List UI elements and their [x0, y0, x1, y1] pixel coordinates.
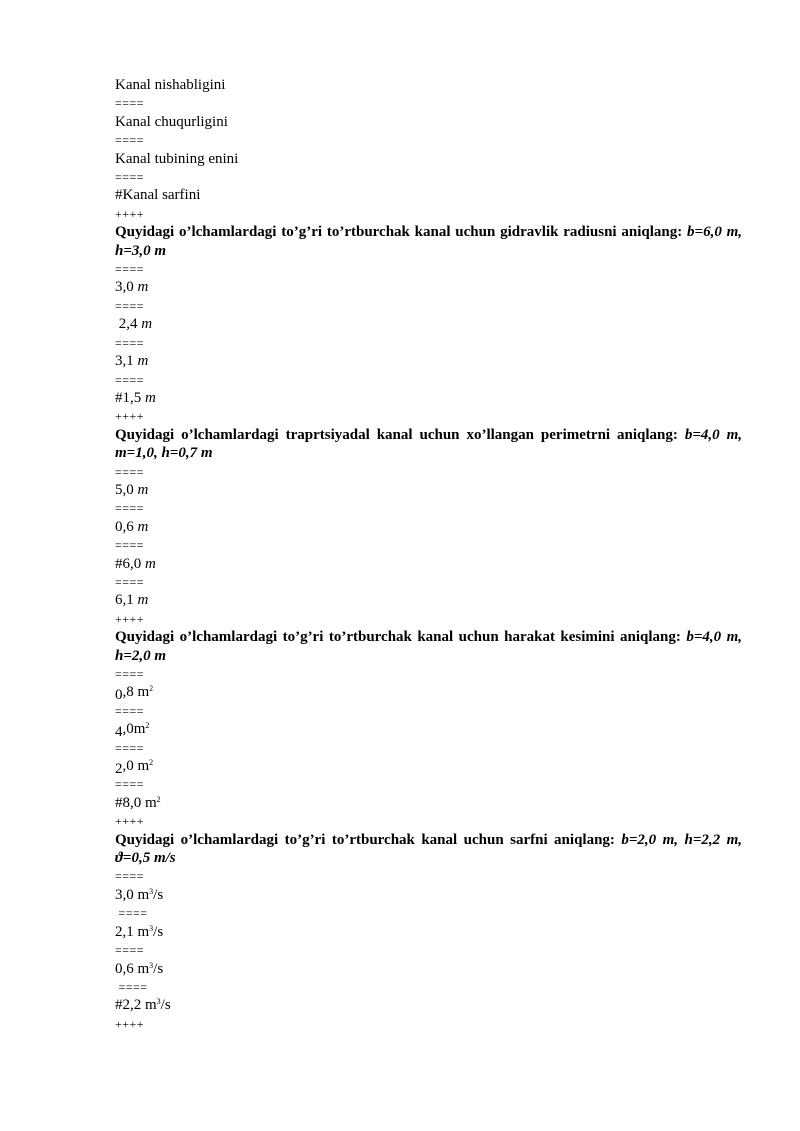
answer-separator: ==== [115, 96, 145, 111]
question-text: Quyidagi o’lchamlardagi to’g’ri to’rtburchak kanal uchun gidravlik radiusni aniqlang: [115, 224, 683, 241]
answer-option: 3,0 m [115, 279, 149, 296]
answer-separator: ==== [115, 538, 145, 553]
question-params: b=4,0 m, h=2,0 m [115, 629, 742, 664]
question-params: b=2,0 m, h=2,2 m, ϑ=0,5 m/s [115, 831, 742, 867]
answer-option: 2,4 m [118, 316, 153, 333]
answer-option-correct: #2,2 $m^3/s$ [115, 997, 171, 1014]
answer-separator: ==== [115, 667, 145, 681]
question-separator: ++++ [115, 814, 145, 829]
answer-option-correct: #6,0 m [115, 555, 156, 572]
question-4 [115, 831, 742, 868]
answer-separator: ==== [115, 943, 145, 958]
answer-separator: ==== [115, 298, 145, 313]
answer-option-correct: #Kanal sarfini [115, 187, 201, 204]
answer-option: Kanal nishabligini [115, 77, 226, 93]
question-3 [115, 628, 742, 665]
answer-option: 0,6 m [115, 518, 149, 535]
answer-separator: ==== [115, 170, 145, 185]
answer-option: 3,0 $m^3/s$ [115, 886, 164, 903]
answer-separator: ==== [115, 372, 145, 387]
question-separator: ++++ [115, 1016, 145, 1031]
answer-option-correct: #8,0 $m^2$ [115, 794, 161, 811]
question-text: Quyidagi o’lchamlardagi to’g’ri to’rtburchak kanal uchun sarfni aniqlang: [115, 831, 615, 848]
answer-option: Kanal tubining enini [115, 150, 239, 167]
question-separator: ++++ [115, 206, 145, 221]
answer-separator: ==== [115, 133, 145, 148]
answer-option: 6,1 m [115, 592, 149, 609]
answer-option: 2,0 $m^2$ [115, 758, 154, 778]
answer-separator: ==== [118, 906, 148, 921]
answer-separator: ==== [115, 262, 145, 277]
answer-separator: ==== [115, 335, 145, 350]
answer-separator: ==== [115, 501, 145, 516]
answer-separator: ==== [118, 979, 148, 994]
question-text: Quyidagi o’lchamlardagi to’g’ri to’rtburchak kanal uchun harakat kesimini aniqlang: [115, 629, 681, 646]
question-params: b=4,0 m, m=1,0, h=0,7 m [115, 426, 743, 462]
answer-separator: ==== [115, 869, 145, 884]
answer-option: 2,1 $m^3/s$ [115, 923, 164, 940]
answer-option: 5,0 m [115, 481, 149, 498]
question-text: Quyidagi o’lchamlardagi traprtsiyadal kanal uchun xo’llangan perimetrni aniqlang: [115, 426, 678, 443]
answer-separator: ==== [115, 464, 145, 479]
answer-option: 3,1 m [115, 353, 149, 370]
answer-option-correct: #1,5 m [115, 389, 156, 406]
question-1 [115, 223, 742, 260]
document-page [115, 76, 742, 1033]
question-2 [115, 426, 742, 463]
answer-option: 0,8 $m^2$ [115, 684, 154, 704]
question-separator: ++++ [115, 409, 145, 424]
answer-separator: ==== [115, 777, 145, 792]
answer-separator: ==== [115, 574, 145, 589]
answer-option: 0,6 $m^3/s$ [115, 960, 164, 977]
question-params: b=6,0 m, h=3,0 m [115, 224, 743, 259]
answer-separator: ==== [115, 703, 145, 718]
answer-option: Kanal chuqurligini [115, 113, 228, 130]
question-separator: ++++ [115, 611, 145, 626]
answer-option: $4,0m^2$ [115, 721, 150, 741]
answer-separator: ==== [115, 740, 145, 755]
